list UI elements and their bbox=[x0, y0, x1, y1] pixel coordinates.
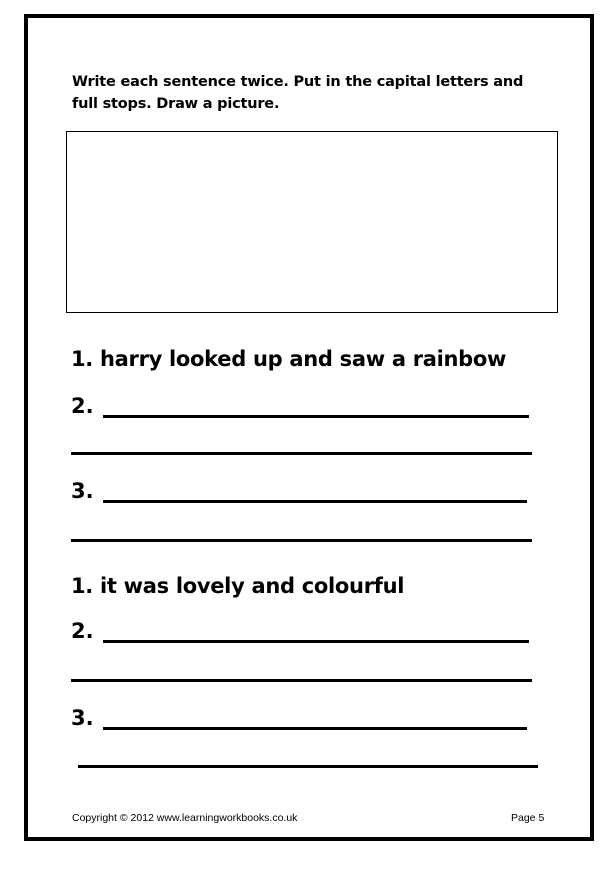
writing-line-2-3[interactable] bbox=[71, 702, 527, 732]
writing-line-1-2[interactable] bbox=[71, 390, 529, 420]
line-number-label: 2. bbox=[71, 619, 94, 643]
drawing-box[interactable] bbox=[66, 131, 558, 313]
page-number: Page 5 bbox=[511, 812, 545, 824]
answer-underline bbox=[103, 727, 527, 730]
line-number-label: 3. bbox=[71, 706, 94, 730]
writing-line-2-3-cont[interactable] bbox=[78, 765, 538, 768]
writing-line-1-3[interactable] bbox=[71, 475, 527, 505]
copyright-text: Copyright © 2012 www.learningworkbooks.co.uk bbox=[72, 812, 298, 824]
line-number-label: 3. bbox=[71, 479, 94, 503]
answer-underline bbox=[103, 640, 529, 643]
answer-underline bbox=[103, 415, 529, 418]
instructions-text: Write each sentence twice. Put in the capital letters and full stops. Draw a picture. bbox=[72, 74, 524, 112]
writing-line-1-2-cont[interactable] bbox=[71, 452, 532, 455]
sentence-1-prompt: 1. harry looked up and saw a rainbow bbox=[71, 347, 507, 371]
answer-underline bbox=[103, 500, 527, 503]
writing-line-2-2-cont[interactable] bbox=[71, 679, 532, 682]
writing-line-2-2[interactable] bbox=[71, 615, 529, 645]
sentence-2-prompt: 1. it was lovely and colourful bbox=[71, 574, 405, 598]
writing-line-1-3-cont[interactable] bbox=[71, 539, 532, 542]
line-number-label: 2. bbox=[71, 394, 94, 418]
